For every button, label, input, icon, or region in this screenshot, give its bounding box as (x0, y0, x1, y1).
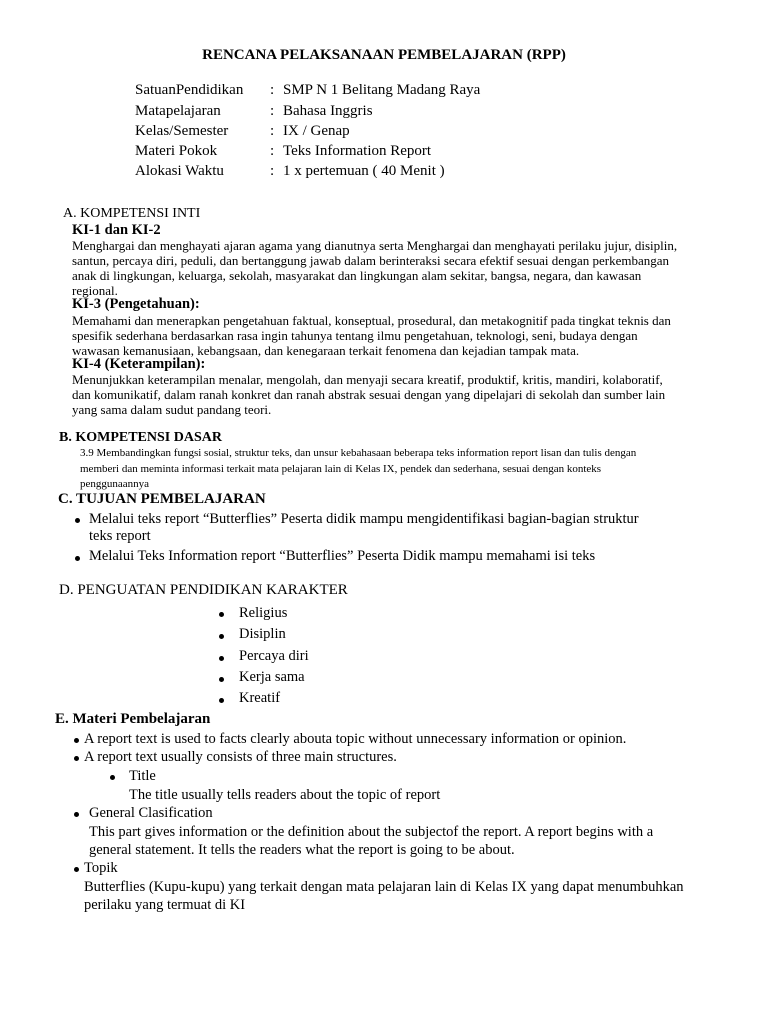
paragraph-line: yang sama dalam sudut pandang teori. (72, 402, 272, 417)
section-a-heading: A. KOMPETENSI INTI (63, 206, 201, 221)
paragraph-line: anak di lingkungan, keluarga, sekolah, masyarakat dan lingkungan alam sekitar, bangsa, negara, dan kawasan (72, 268, 642, 283)
ki12-paragraph (72, 238, 722, 298)
bullet-icon (219, 677, 224, 682)
structure-title: Title (129, 768, 156, 784)
identity-colon: : (270, 143, 275, 159)
identity-colon: : (270, 123, 275, 139)
material-item: A report text usually consists of three main structures. (84, 749, 397, 765)
ki12-heading: KI-1 dan KI-2 (72, 222, 161, 238)
bullet-icon (75, 556, 80, 561)
ki4-paragraph (72, 372, 722, 417)
character-item: Religius (239, 605, 288, 621)
paragraph-line: spesifik sederhana berdasarkan rasa ingin tahunya tentang ilmu pengetahuan, teknologi, seni, budaya dengan (72, 328, 638, 343)
paragraph-line: dan komunikatif, dalam ranah konkret dan ranah abstrak sesuai dengan yang dipelajari di sekolah dan sumber lain (72, 387, 666, 402)
character-item: Kerja sama (239, 669, 305, 685)
paragraph-line: penggunaannya (80, 478, 150, 490)
identity-value: 1 x pertemuan ( 40 Menit ) (283, 163, 445, 179)
identity-label: Materi Pokok (135, 143, 218, 159)
section-d-heading: D. PENGUATAN PENDIDIKAN KARAKTER (59, 582, 348, 598)
identity-value: IX / Genap (283, 123, 350, 139)
paragraph-line: wawasan kemanusiaan, kebangsaan, dan kenegaraan terkait fenomena dan kejadian tampak mata. (72, 343, 580, 358)
paragraph-line: Memahami dan menerapkan pengetahuan faktual, konseptual, prosedural, dan metakognitif pada tingkat teknis dan (72, 313, 671, 328)
section-e-heading: E. Materi Pembelajaran (55, 711, 211, 727)
bullet-icon (74, 738, 79, 743)
bullet-icon (74, 756, 79, 761)
paragraph-line: Menunjukkan keterampilan menalar, mengolah, dan menyaji secara kreatif, produktif, kritis, mandiri, kolaboratif, (72, 372, 663, 387)
ki4-heading: KI-4 (Keterampilan): (72, 356, 206, 372)
kd-paragraph (80, 446, 720, 493)
identity-value: Teks Information Report (283, 143, 432, 159)
bullet-icon (74, 867, 79, 872)
paragraph-line: Menghargai dan menghayati ajaran agama yang dianutnya serta Menghargai dan menghayati perilaku jujur, disiplin, (72, 238, 678, 253)
character-item: Disiplin (239, 626, 286, 642)
paragraph-line: santun, percaya diri, peduli, dan bertanggung jawab dalam berinteraksi secara efektif sesuai dengan perkembangan (72, 253, 670, 268)
ki3-paragraph (72, 313, 722, 358)
paragraph-line: Butterflies (Kupu-kupu) yang terkait dengan mata pelajaran lain di Kelas IX yang dapat menumbuhkan (84, 879, 684, 895)
identity-colon: : (270, 103, 275, 119)
identity-value: SMP N 1 Belitang Madang Raya (283, 82, 481, 98)
document-title: RENCANA PELAKSANAAN PEMBELAJARAN (RPP) (202, 47, 566, 63)
identity-value: Bahasa Inggris (283, 103, 373, 119)
paragraph-line: This part gives information or the definition about the subjectof the report. A report begins with a (89, 824, 654, 840)
bullet-icon (110, 775, 115, 780)
bullet-icon (219, 612, 224, 617)
character-item: Percaya diri (239, 648, 309, 664)
bullet-icon (219, 656, 224, 661)
structure-general-classification: General Clasification (89, 805, 213, 821)
identity-colon: : (270, 82, 275, 98)
bullet-icon (75, 518, 80, 523)
bullet-icon (219, 634, 224, 639)
character-item: Kreatif (239, 690, 281, 706)
paragraph-line: general statement. It tells the readers what the report is going to be about. (89, 842, 515, 858)
section-c-heading: C. TUJUAN PEMBELAJARAN (58, 491, 266, 507)
identity-label: SatuanPendidikan (135, 82, 244, 98)
identity-label: Kelas/Semester (135, 123, 229, 139)
identity-colon: : (270, 163, 275, 179)
paragraph-line: perilaku yang termuat di KI (84, 897, 246, 913)
ki3-heading: KI-3 (Pengetahuan): (72, 296, 200, 312)
structure-title-desc: The title usually tells readers about the topic of report (129, 787, 441, 803)
section-b-heading: B. KOMPETENSI DASAR (59, 430, 222, 445)
material-item: A report text is used to facts clearly abouta topic without unnecessary information or opinion. (84, 731, 627, 747)
goal-item-line: Melalui teks report “Butterflies” Peserta didik mampu mengidentifikasi bagian-bagian struktur (89, 511, 639, 527)
paragraph-line: memberi dan meminta informasi terkait mata pelajaran lain di Kelas IX, pendek dan sederhana, sesuai dengan konteks (80, 462, 602, 475)
identity-label: Alokasi Waktu (135, 163, 224, 179)
bullet-icon (219, 698, 224, 703)
topik-label: Topik (84, 860, 118, 876)
goal-item-line: teks report (89, 528, 151, 544)
goal-item: Melalui Teks Information report “Butterflies” Peserta Didik mampu memahami isi teks (89, 548, 596, 564)
identity-label: Matapelajaran (135, 103, 221, 119)
bullet-icon (74, 812, 79, 817)
paragraph-line: regional. (72, 283, 118, 298)
paragraph-line: 3.9 Membandingkan fungsi sosial, struktur teks, dan unsur kebahasaan beberapa teks information report lisan dan tulis dengan (80, 447, 637, 459)
